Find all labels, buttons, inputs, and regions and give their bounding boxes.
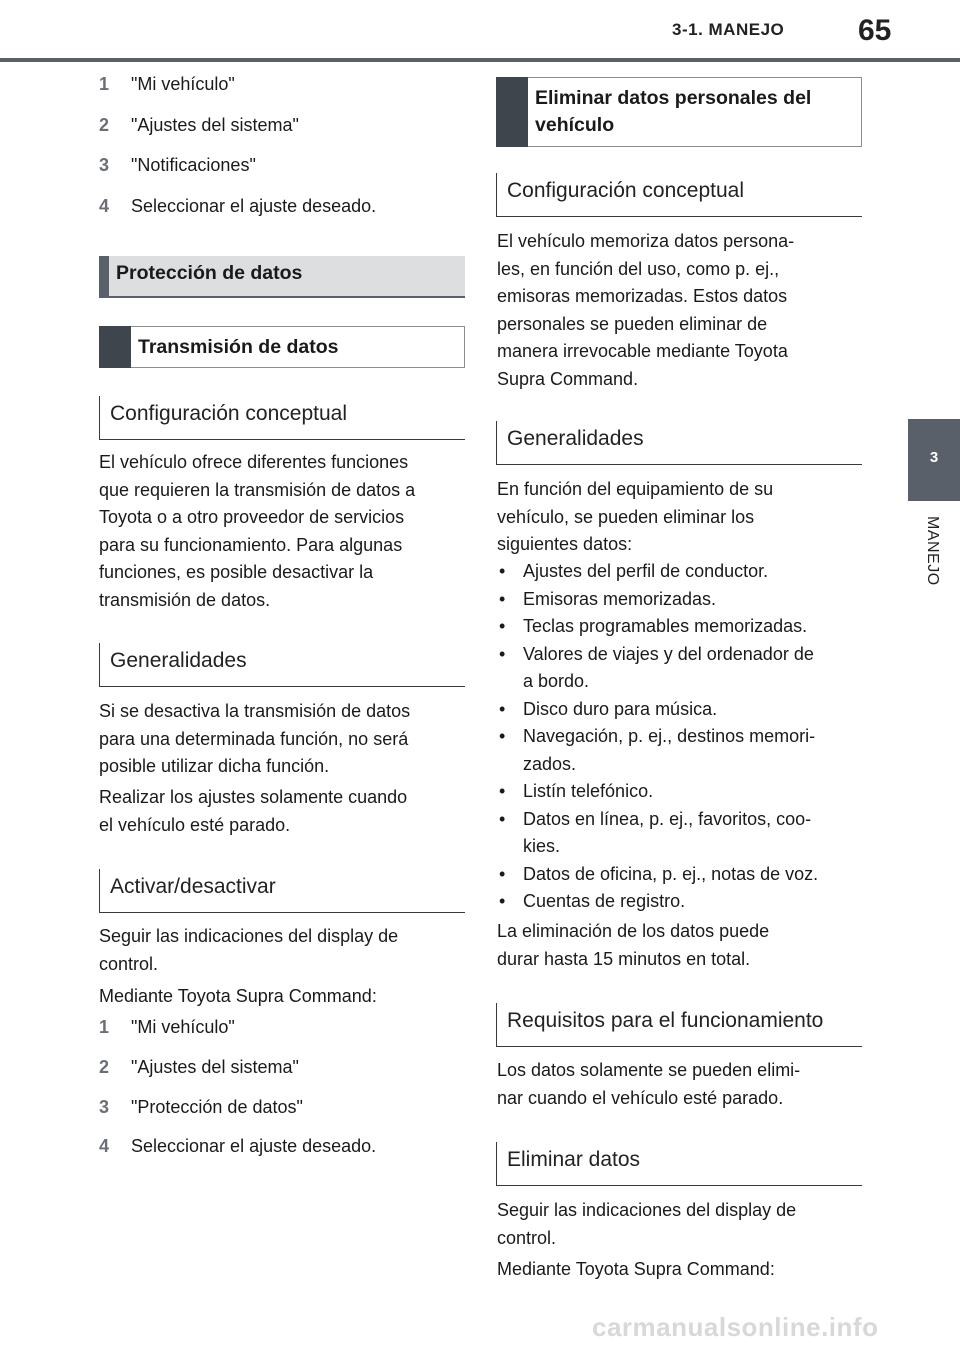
subheading-config: Configuración conceptual (99, 396, 465, 440)
header-section-title: 3-1. MANEJO (672, 20, 785, 39)
list-item: • Listín telefónico. (497, 778, 818, 806)
subheading-generalidades: Generalidades (496, 421, 862, 465)
paragraph-generalidades: Si se desactiva la transmisión de datos para una determinada función, no será posible utilizar dicha función. (99, 701, 411, 776)
list-item-continuation: kies. (523, 836, 561, 856)
subheading-config: Configuración conceptual (496, 173, 862, 217)
paragraph-eliminar: Seguir las indicaciones del display de control. (497, 1200, 797, 1248)
list-item: • Teclas programables memorizadas. (497, 613, 818, 641)
paragraph-eliminar-2: Mediante Toyota Supra Command: (497, 1259, 775, 1279)
list-item: • Disco duro para música. (497, 696, 818, 724)
chapter-side-label (919, 516, 941, 606)
section-heading-transmision: Transmisión de datos (99, 326, 465, 368)
header-divider (0, 58, 960, 62)
bullet-list (497, 558, 818, 916)
subheading-generalidades: Generalidades (99, 643, 465, 687)
chapter-number: 3 (929, 449, 939, 466)
list-item: • Datos en línea, p. ej., favoritos, coo- (497, 806, 818, 834)
chapter-tab (908, 419, 960, 501)
list-item: • Valores de viajes y del ordenador de (497, 641, 818, 669)
paragraph-duracion: La eliminación de los datos puede durar hasta 15 minutos en total. (497, 921, 770, 969)
paragraph-activar: Seguir las indicaciones del display de control. (99, 926, 399, 974)
paragraph-activar-2: Mediante Toyota Supra Command: (99, 986, 377, 1006)
paragraph-generalidades: En función del equipamiento de su vehículo, se pueden eliminar los siguientes datos: (497, 479, 774, 554)
list-item-continuation: zados. (523, 753, 577, 774)
chapter-label-text: MANEJO (924, 516, 941, 586)
paragraph-config: El vehículo memoriza datos persona- les, en función del uso, como p. ej., emisoras memorizadas. Estos datos personales se pueden eliminar de manera irrevocable mediante Toyota Supra Command. (497, 231, 795, 389)
subheading-eliminar-datos: Eliminar datos (496, 1142, 862, 1186)
subheading-requisitos: Requisitos para el funcionamiento (496, 1003, 862, 1047)
paragraph-generalidades-2: Realizar los ajustes solamente cuando el vehículo esté parado. (99, 787, 408, 835)
list-item: • Ajustes del perfil de conductor. (497, 558, 818, 586)
list-item-continuation: a bordo. (523, 671, 590, 691)
watermark: carmanualsonline.info (592, 1312, 879, 1342)
subheading-activar: Activar/desactivar (99, 869, 465, 913)
list-item: • Cuentas de registro. (497, 888, 818, 916)
list-item: • Navegación, p. ej., destinos memori- (497, 723, 818, 751)
page-number: 65 (858, 14, 892, 47)
paragraph-requisitos: Los datos solamente se pueden elimi- nar cuando el vehículo esté parado. (497, 1060, 801, 1108)
section-heading-eliminar-personales: Eliminar datos personales del vehículo (496, 77, 862, 147)
paragraph-config: El vehículo ofrece diferentes funciones que requieren la transmisión de datos a Toyota o a otro proveedor de servicios para su funcionamiento. Para algunas funciones, es posible desactivar la transmisión de datos. (99, 452, 416, 610)
section-heading-proteccion: Protección de datos (99, 256, 465, 298)
list-item: • Datos de oficina, p. ej., notas de voz. (497, 861, 818, 889)
list-item: • Emisoras memorizadas. (497, 586, 818, 614)
